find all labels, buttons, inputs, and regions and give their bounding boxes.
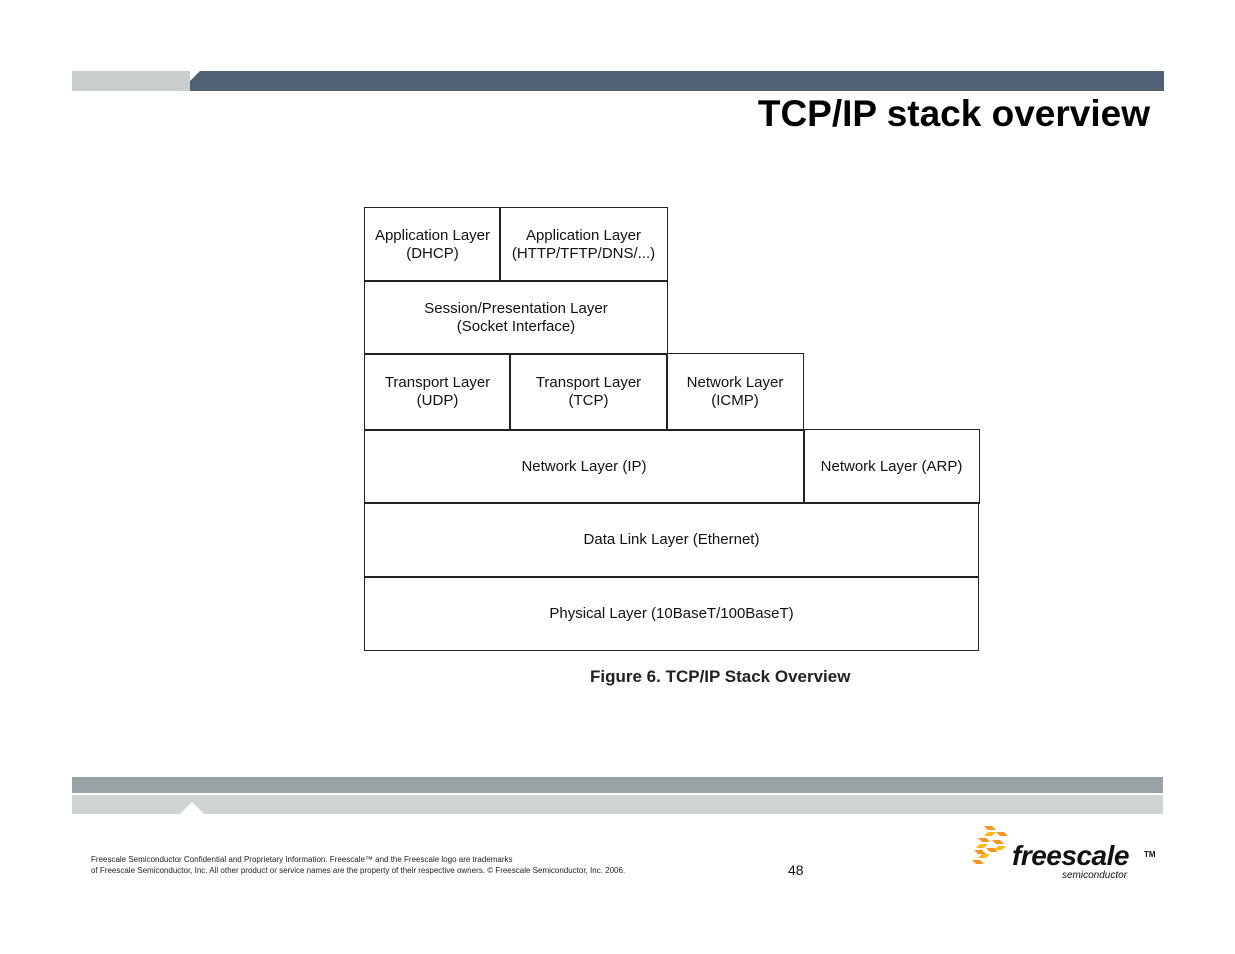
footer-bar-dark — [72, 777, 1163, 793]
application-layer-http: Application Layer (HTTP/TFTP/DNS/...) — [499, 207, 668, 282]
physical-layer: Physical Layer (10BaseT/100BaseT) — [364, 576, 979, 651]
session-presentation-layer: Session/Presentation Layer (Socket Interface) — [364, 280, 668, 355]
figure-caption: Figure 6. TCP/IP Stack Overview — [590, 667, 851, 686]
header-bar-left — [72, 71, 190, 91]
transport-layer-udp: Transport Layer (UDP) — [364, 353, 511, 431]
tcp-ip-stack-diagram — [362, 205, 982, 655]
logo-subtitle: semiconductor — [1062, 870, 1128, 881]
logo-wordmark: freescale — [1012, 840, 1129, 871]
network-layer-arp: Network Layer (ARP) — [803, 429, 980, 504]
data-link-layer: Data Link Layer (Ethernet) — [364, 502, 979, 578]
transport-layer-tcp: Transport Layer (TCP) — [509, 353, 668, 431]
network-layer-ip: Network Layer (IP) — [364, 429, 805, 504]
application-layer-dhcp: Application Layer (DHCP) — [364, 207, 501, 282]
legal-notice: Freescale Semiconductor Confidential and Proprietary Information. Freescale™ and the Freescale logo are trademarks of Freescale Semiconductor, Inc. All other product or service names are the property of their respective owners. © Freescale Semiconductor, Inc. 2006. — [91, 855, 626, 875]
footer-bar-light — [72, 795, 1163, 814]
header-bar — [190, 71, 1164, 91]
page-number: 48 — [788, 862, 804, 878]
freescale-logo-mark-icon — [970, 824, 1014, 874]
network-layer-icmp: Network Layer (ICMP) — [666, 353, 804, 431]
slide-title: TCP/IP stack overview — [757, 93, 1150, 134]
logo-trademark: TM — [1144, 850, 1156, 859]
freescale-logo — [970, 824, 1160, 884]
